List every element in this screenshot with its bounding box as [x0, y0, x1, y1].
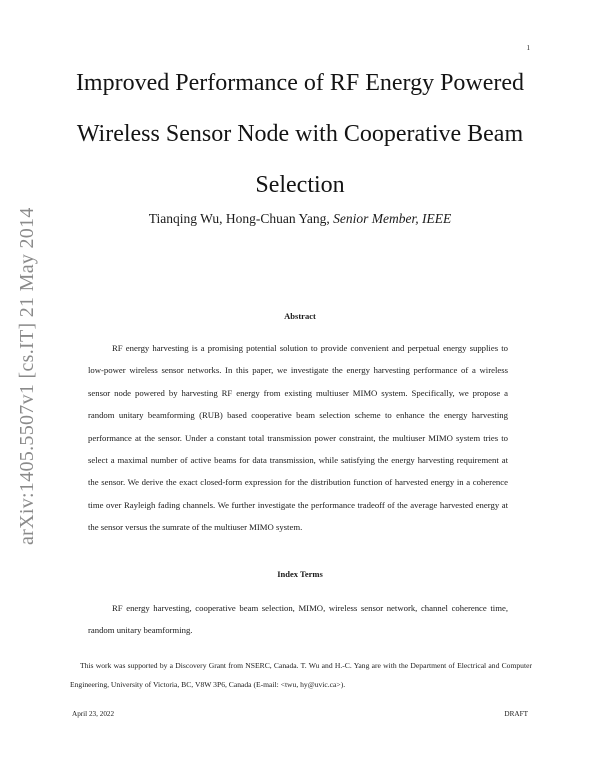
paper-title: Improved Performance of RF Energy Powered Wireless Sensor Node with Cooperative Beam Selection: [75, 70, 525, 198]
author-line: [60, 211, 540, 227]
footer-draft-label: DRAFT: [504, 710, 528, 718]
abstract-heading: Abstract: [284, 311, 316, 321]
abstract-text: RF energy harvesting is a promising potential solution to provide convenient and perpetual energy supplies to low-power wireless sensor networks. In this paper, we investigate the energy harvesting performance of a wireless sensor node powered by harvesting RF energy from existing multiuser MIMO system. Specifically, we propose a random unitary beamforming (RUB) based cooperative beam selection scheme to enhance the energy harvesting performance at the sensor. Under a constant total transmission power constraint, the multiuser MIMO system tries to select a maximal number of active beams for data transmission, while satisfying the energy harvesting requirement at the sensor. We derive the exact closed-form expression for the distribution function of harvested energy in a coherence time over Rayleigh fading channels. We further investigate the performance tradeoff of the average harvested energy at the sensor versus the sumrate of the multiuser MIMO system.: [88, 343, 508, 533]
arxiv-stamp: [0, 0, 38, 776]
index-terms-heading: Index Terms: [277, 569, 323, 579]
author-membership: Senior Member, IEEE: [333, 211, 452, 226]
page-number: 1: [526, 44, 530, 52]
funding-footnote: This work was supported by a Discovery Grant from NSERC, Canada. T. Wu and H.-C. Yang are with the Department of Electrical and Computer Engineering, University of Victoria, BC, V8W 3P6, Canada (E-mail: <twu, hy@uvic.ca>).: [70, 661, 532, 689]
author-names: Tianqing Wu, Hong-Chuan Yang,: [148, 211, 334, 226]
index-terms-text: RF energy harvesting, cooperative beam selection, MIMO, wireless sensor network, channel coherence time, random unitary beamforming.: [88, 603, 508, 636]
footer-date: April 23, 2022: [72, 710, 115, 718]
arxiv-id: arXiv:1405.5507v1 [cs.IT] 21 May 2014: [16, 207, 38, 545]
